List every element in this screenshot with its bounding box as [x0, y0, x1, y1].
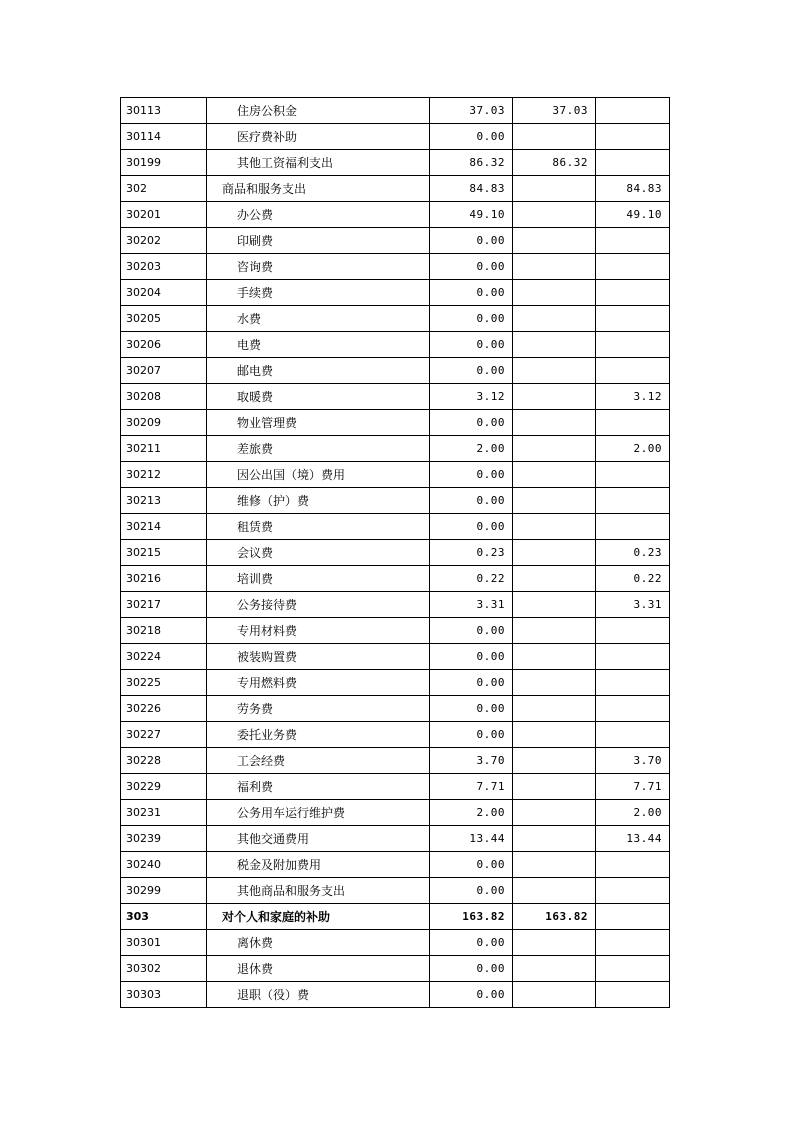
- item-name-cell: 专用材料费: [207, 618, 430, 644]
- public-amount-cell: [596, 98, 670, 124]
- economic-code-cell: 30209: [121, 410, 207, 436]
- item-name-cell: 维修（护）费: [207, 488, 430, 514]
- personnel-amount-cell: 163.82: [513, 904, 596, 930]
- total-amount-cell: 13.44: [430, 826, 513, 852]
- public-amount-cell: [596, 644, 670, 670]
- table-row: [121, 254, 670, 280]
- public-amount-cell: [596, 228, 670, 254]
- item-name-cell: 退休费: [207, 956, 430, 982]
- public-amount-cell: [596, 696, 670, 722]
- item-name-cell: 对个人和家庭的补助: [207, 904, 430, 930]
- item-name-cell: 被装购置费: [207, 644, 430, 670]
- item-name-cell: 其他工资福利支出: [207, 150, 430, 176]
- personnel-amount-cell: [513, 280, 596, 306]
- economic-code-cell: 30204: [121, 280, 207, 306]
- public-amount-cell: [596, 124, 670, 150]
- economic-code-cell: 30227: [121, 722, 207, 748]
- table-row: [121, 514, 670, 540]
- personnel-amount-cell: 37.03: [513, 98, 596, 124]
- public-amount-cell: [596, 462, 670, 488]
- table-row: [121, 982, 670, 1008]
- total-amount-cell: 0.00: [430, 124, 513, 150]
- personnel-amount-cell: [513, 670, 596, 696]
- item-name-cell: 手续费: [207, 280, 430, 306]
- economic-code-cell: 30226: [121, 696, 207, 722]
- economic-code-cell: 302: [121, 176, 207, 202]
- table-row: [121, 774, 670, 800]
- total-amount-cell: 2.00: [430, 800, 513, 826]
- economic-code-cell: 30211: [121, 436, 207, 462]
- public-amount-cell: 0.22: [596, 566, 670, 592]
- personnel-amount-cell: [513, 826, 596, 852]
- public-amount-cell: [596, 722, 670, 748]
- economic-code-cell: 30218: [121, 618, 207, 644]
- economic-code-cell: 30240: [121, 852, 207, 878]
- economic-code-cell: 30215: [121, 540, 207, 566]
- item-name-cell: 物业管理费: [207, 410, 430, 436]
- public-amount-cell: [596, 254, 670, 280]
- total-amount-cell: 0.00: [430, 462, 513, 488]
- public-amount-cell: [596, 618, 670, 644]
- total-amount-cell: 3.12: [430, 384, 513, 410]
- economic-code-cell: 30214: [121, 514, 207, 540]
- total-amount-cell: 0.00: [430, 410, 513, 436]
- personnel-amount-cell: [513, 592, 596, 618]
- item-name-cell: 办公费: [207, 202, 430, 228]
- total-amount-cell: 0.00: [430, 930, 513, 956]
- table-row: [121, 306, 670, 332]
- table-row: [121, 956, 670, 982]
- public-amount-cell: [596, 332, 670, 358]
- total-amount-cell: 0.00: [430, 488, 513, 514]
- item-name-cell: 税金及附加费用: [207, 852, 430, 878]
- personnel-amount-cell: [513, 488, 596, 514]
- item-name-cell: 劳务费: [207, 696, 430, 722]
- item-name-cell: 专用燃料费: [207, 670, 430, 696]
- total-amount-cell: 0.00: [430, 982, 513, 1008]
- personnel-amount-cell: [513, 254, 596, 280]
- economic-code-cell: 30201: [121, 202, 207, 228]
- item-name-cell: 工会经费: [207, 748, 430, 774]
- economic-code-cell: 30239: [121, 826, 207, 852]
- item-name-cell: 住房公积金: [207, 98, 430, 124]
- economic-code-cell: 30217: [121, 592, 207, 618]
- public-amount-cell: [596, 150, 670, 176]
- economic-code-cell: 30202: [121, 228, 207, 254]
- table-row: [121, 410, 670, 436]
- economic-code-cell: 30113: [121, 98, 207, 124]
- economic-code-cell: 30228: [121, 748, 207, 774]
- economic-code-cell: 30207: [121, 358, 207, 384]
- personnel-amount-cell: [513, 566, 596, 592]
- budget-expenditure-table: [120, 97, 670, 1008]
- total-amount-cell: 84.83: [430, 176, 513, 202]
- personnel-amount-cell: [513, 514, 596, 540]
- total-amount-cell: 37.03: [430, 98, 513, 124]
- total-amount-cell: 0.23: [430, 540, 513, 566]
- economic-code-cell: 30216: [121, 566, 207, 592]
- personnel-amount-cell: [513, 800, 596, 826]
- item-name-cell: 委托业务费: [207, 722, 430, 748]
- public-amount-cell: [596, 514, 670, 540]
- item-name-cell: 公务用车运行维护费: [207, 800, 430, 826]
- total-amount-cell: 0.00: [430, 670, 513, 696]
- total-amount-cell: 0.00: [430, 254, 513, 280]
- total-amount-cell: 0.00: [430, 852, 513, 878]
- economic-code-cell: 30301: [121, 930, 207, 956]
- table-row: [121, 228, 670, 254]
- public-amount-cell: [596, 956, 670, 982]
- total-amount-cell: 0.00: [430, 644, 513, 670]
- total-amount-cell: 0.00: [430, 228, 513, 254]
- table-row: [121, 748, 670, 774]
- table-row: [121, 202, 670, 228]
- item-name-cell: 福利费: [207, 774, 430, 800]
- personnel-amount-cell: [513, 644, 596, 670]
- table-row: [121, 176, 670, 202]
- public-amount-cell: 13.44: [596, 826, 670, 852]
- table-row: [121, 436, 670, 462]
- table-row: [121, 98, 670, 124]
- item-name-cell: 咨询费: [207, 254, 430, 280]
- personnel-amount-cell: [513, 852, 596, 878]
- personnel-amount-cell: [513, 306, 596, 332]
- total-amount-cell: 3.31: [430, 592, 513, 618]
- public-amount-cell: [596, 488, 670, 514]
- table-row: [121, 878, 670, 904]
- personnel-amount-cell: [513, 930, 596, 956]
- table-row: [121, 800, 670, 826]
- public-amount-cell: [596, 306, 670, 332]
- total-amount-cell: 0.22: [430, 566, 513, 592]
- personnel-amount-cell: [513, 878, 596, 904]
- total-amount-cell: 7.71: [430, 774, 513, 800]
- total-amount-cell: 0.00: [430, 332, 513, 358]
- public-amount-cell: 3.70: [596, 748, 670, 774]
- personnel-amount-cell: [513, 748, 596, 774]
- economic-code-cell: 30205: [121, 306, 207, 332]
- economic-code-cell: 30199: [121, 150, 207, 176]
- economic-code-cell: 30303: [121, 982, 207, 1008]
- table-row: [121, 670, 670, 696]
- personnel-amount-cell: [513, 774, 596, 800]
- item-name-cell: 租赁费: [207, 514, 430, 540]
- total-amount-cell: 0.00: [430, 306, 513, 332]
- personnel-amount-cell: [513, 410, 596, 436]
- item-name-cell: 水费: [207, 306, 430, 332]
- total-amount-cell: 0.00: [430, 696, 513, 722]
- total-amount-cell: 0.00: [430, 358, 513, 384]
- item-name-cell: 其他商品和服务支出: [207, 878, 430, 904]
- personnel-amount-cell: [513, 956, 596, 982]
- item-name-cell: 印刷费: [207, 228, 430, 254]
- item-name-cell: 电费: [207, 332, 430, 358]
- personnel-amount-cell: [513, 358, 596, 384]
- personnel-amount-cell: [513, 462, 596, 488]
- total-amount-cell: 0.00: [430, 618, 513, 644]
- economic-code-cell: 30299: [121, 878, 207, 904]
- public-amount-cell: [596, 878, 670, 904]
- total-amount-cell: 0.00: [430, 956, 513, 982]
- table-body: [121, 98, 670, 1008]
- public-amount-cell: [596, 358, 670, 384]
- economic-code-cell: 30229: [121, 774, 207, 800]
- item-name-cell: 其他交通费用: [207, 826, 430, 852]
- total-amount-cell: 2.00: [430, 436, 513, 462]
- table-row: [121, 462, 670, 488]
- table-row: [121, 696, 670, 722]
- personnel-amount-cell: [513, 696, 596, 722]
- public-amount-cell: 0.23: [596, 540, 670, 566]
- table-row: [121, 358, 670, 384]
- economic-code-cell: 30224: [121, 644, 207, 670]
- personnel-amount-cell: [513, 540, 596, 566]
- economic-code-cell: 30225: [121, 670, 207, 696]
- total-amount-cell: 0.00: [430, 280, 513, 306]
- table-row: [121, 904, 670, 930]
- item-name-cell: 离休费: [207, 930, 430, 956]
- public-amount-cell: 3.12: [596, 384, 670, 410]
- table-row: [121, 384, 670, 410]
- item-name-cell: 会议费: [207, 540, 430, 566]
- item-name-cell: 取暖费: [207, 384, 430, 410]
- economic-code-cell: 30213: [121, 488, 207, 514]
- total-amount-cell: 0.00: [430, 878, 513, 904]
- item-name-cell: 差旅费: [207, 436, 430, 462]
- public-amount-cell: [596, 670, 670, 696]
- public-amount-cell: [596, 280, 670, 306]
- item-name-cell: 商品和服务支出: [207, 176, 430, 202]
- personnel-amount-cell: [513, 176, 596, 202]
- table-row: [121, 852, 670, 878]
- personnel-amount-cell: 86.32: [513, 150, 596, 176]
- total-amount-cell: 0.00: [430, 514, 513, 540]
- economic-code-cell: 30231: [121, 800, 207, 826]
- table-row: [121, 930, 670, 956]
- economic-code-cell: 30212: [121, 462, 207, 488]
- table-row: [121, 540, 670, 566]
- item-name-cell: 医疗费补助: [207, 124, 430, 150]
- item-name-cell: 退职（役）费: [207, 982, 430, 1008]
- table-row: [121, 644, 670, 670]
- personnel-amount-cell: [513, 202, 596, 228]
- economic-code-cell: 30114: [121, 124, 207, 150]
- economic-code-cell: 303: [121, 904, 207, 930]
- total-amount-cell: 3.70: [430, 748, 513, 774]
- table-row: [121, 566, 670, 592]
- public-amount-cell: 84.83: [596, 176, 670, 202]
- personnel-amount-cell: [513, 332, 596, 358]
- personnel-amount-cell: [513, 384, 596, 410]
- total-amount-cell: 86.32: [430, 150, 513, 176]
- public-amount-cell: 2.00: [596, 436, 670, 462]
- total-amount-cell: 163.82: [430, 904, 513, 930]
- item-name-cell: 公务接待费: [207, 592, 430, 618]
- public-amount-cell: [596, 852, 670, 878]
- public-amount-cell: [596, 982, 670, 1008]
- budget-expenditure-table-container: [120, 97, 670, 1008]
- item-name-cell: 邮电费: [207, 358, 430, 384]
- personnel-amount-cell: [513, 982, 596, 1008]
- public-amount-cell: 3.31: [596, 592, 670, 618]
- table-row: [121, 124, 670, 150]
- item-name-cell: 因公出国（境）费用: [207, 462, 430, 488]
- economic-code-cell: 30206: [121, 332, 207, 358]
- personnel-amount-cell: [513, 436, 596, 462]
- table-row: [121, 332, 670, 358]
- table-row: [121, 618, 670, 644]
- total-amount-cell: 0.00: [430, 722, 513, 748]
- public-amount-cell: [596, 930, 670, 956]
- public-amount-cell: [596, 904, 670, 930]
- total-amount-cell: 49.10: [430, 202, 513, 228]
- public-amount-cell: 7.71: [596, 774, 670, 800]
- personnel-amount-cell: [513, 618, 596, 644]
- personnel-amount-cell: [513, 722, 596, 748]
- table-row: [121, 826, 670, 852]
- personnel-amount-cell: [513, 228, 596, 254]
- item-name-cell: 培训费: [207, 566, 430, 592]
- table-row: [121, 592, 670, 618]
- table-row: [121, 150, 670, 176]
- economic-code-cell: 30302: [121, 956, 207, 982]
- economic-code-cell: 30203: [121, 254, 207, 280]
- public-amount-cell: [596, 410, 670, 436]
- public-amount-cell: 49.10: [596, 202, 670, 228]
- personnel-amount-cell: [513, 124, 596, 150]
- table-row: [121, 488, 670, 514]
- table-row: [121, 722, 670, 748]
- public-amount-cell: 2.00: [596, 800, 670, 826]
- table-row: [121, 280, 670, 306]
- economic-code-cell: 30208: [121, 384, 207, 410]
